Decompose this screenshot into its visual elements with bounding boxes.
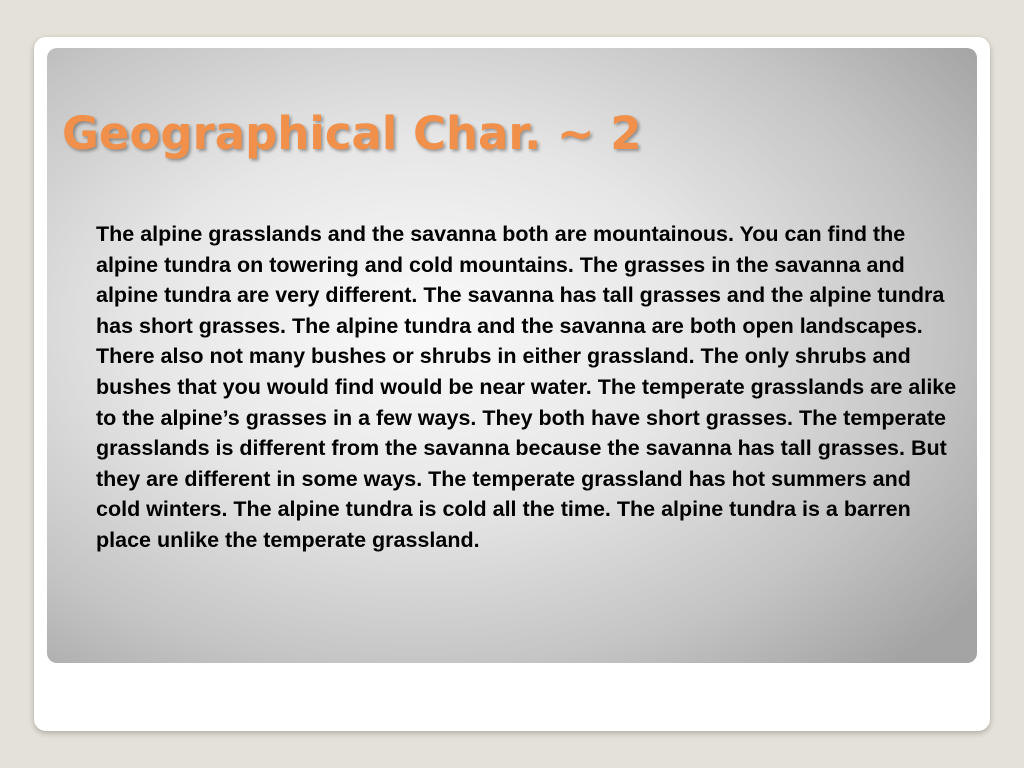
slide-body-text: The alpine grasslands and the savanna both are mountainous. You can find the alpine tundra on towering and cold mountains. The grasses in the savanna and alpine tundra are very different. The savanna has tall grasses and the alpine tundra has short grasses. The alpine tundra and the savanna are both open landscapes. There also not many bushes or shrubs in either grassland. The only shrubs and bushes that you would find would be near water. The temperate grasslands are alike to the alpine’s grasses in a few ways. They both have short grasses. The temperate grasslands is different from the savanna because the savanna has tall grasses. But they are different in some ways. The temperate grassland has hot summers and cold winters. The alpine tundra is cold all the time. The alpine tundra is a barren place unlike the temperate grassland. [96, 222, 957, 552]
slide-title: Geographical Char. ~ 2 [62, 107, 642, 160]
